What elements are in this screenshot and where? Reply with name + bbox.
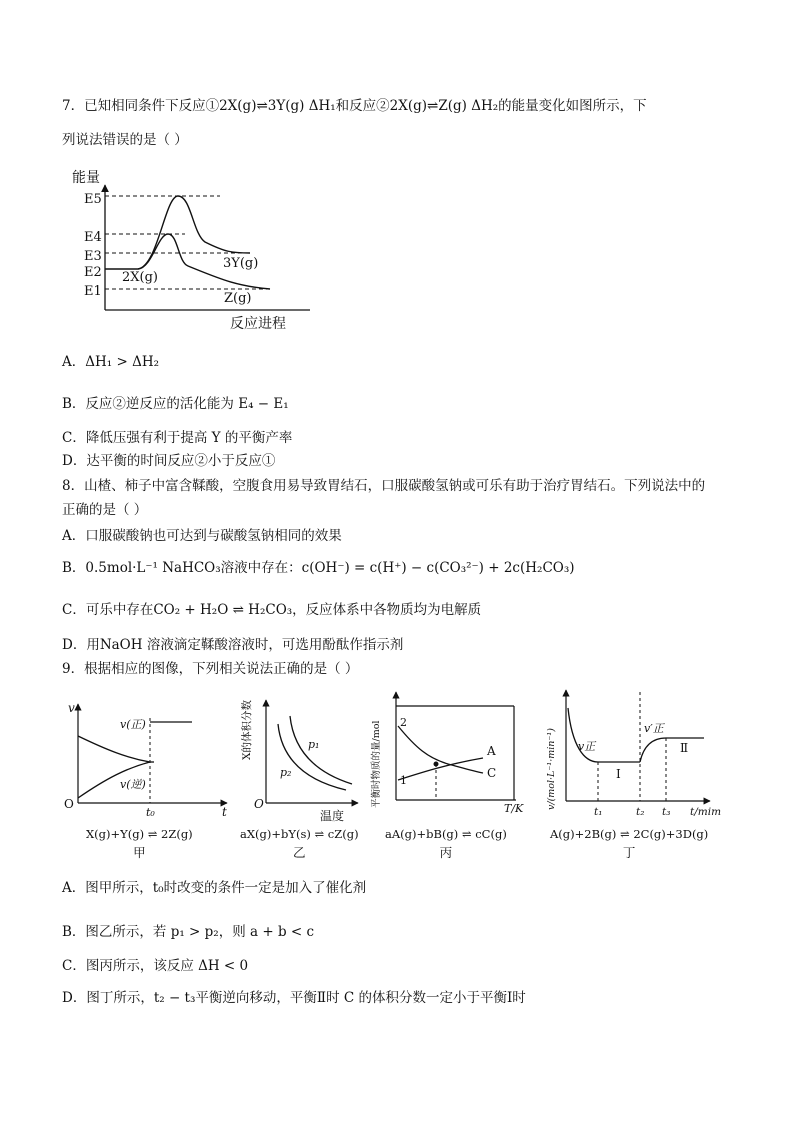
ding-t2-label: t₂: [636, 806, 645, 818]
q8-stem-line2: 正确的是（ ）: [62, 502, 148, 518]
q7-level-e5: E5: [84, 192, 102, 207]
jia-name: 甲: [133, 845, 146, 860]
bing-equation: aA(g)+bB(g) ⇌ cC(g): [385, 827, 507, 841]
q7-x-axis-label: 反应进程: [230, 316, 286, 332]
q9-option-d: D．图丁所示，t₂ − t₃平衡逆向移动，平衡Ⅱ时 C 的体积分数一定小于平衡Ⅰ时: [62, 990, 526, 1006]
q9-figure-bing: [368, 688, 528, 823]
yi-y-label: X的体积分数: [241, 700, 253, 760]
bing-tick-1: 1: [400, 774, 407, 787]
yi-p2-label: p₂: [280, 766, 292, 779]
jia-equation: X(g)+Y(g) ⇌ 2Z(g): [86, 827, 193, 841]
q7-option-b: B．反应②逆反应的活化能为 E₄ − E₁: [62, 396, 289, 412]
q7-option-c: C．降低压强有利于提高 Y 的平衡产率: [62, 430, 293, 446]
bing-label-a: A: [487, 744, 496, 758]
q9-option-c: C．图丙所示，该反应 ΔH < 0: [62, 958, 249, 974]
ding-curve-1: [568, 708, 598, 762]
q8-option-c: C．可乐中存在CO₂ + H₂O ⇌ H₂CO₃，反应体系中各物质均为电解质: [62, 602, 482, 618]
yi-curve-p1: [290, 716, 352, 784]
q7-energy-diagram: [60, 160, 320, 335]
q7-stem-line2: 列说法错误的是（ ）: [62, 132, 188, 148]
q8-option-b: B．0.5mol·L⁻¹ NaHCO₃溶液中存在：c(OH⁻) = c(H⁺) − c(CO₃²⁻) + 2c(H₂CO₃): [62, 560, 575, 576]
ding-caption: [550, 827, 708, 861]
ding-equation: A(g)+2B(g) ⇌ 2C(g)+3D(g): [550, 827, 709, 841]
q9-stem: 9．根据相应的图像，下列相关说法正确的是（ ）: [62, 661, 359, 677]
bing-curve-c: [398, 726, 483, 773]
jia-v-forward-label: v(正): [120, 718, 146, 731]
bing-label-c: C: [487, 766, 497, 780]
yi-curve-p2: [278, 724, 346, 790]
ding-t3-label: t₃: [662, 806, 671, 818]
jia-origin: O: [64, 797, 74, 811]
bing-x-label: T/K: [504, 802, 524, 815]
q7-level-e3: E3: [84, 249, 102, 264]
q9-option-b: B．图乙所示，若 p₁ > p₂，则 a + b < c: [62, 924, 315, 940]
ding-region-1: Ⅰ: [616, 767, 621, 781]
q7-level-e4: E4: [84, 230, 102, 245]
q9-figure-yi: [238, 690, 368, 823]
q8-option-a: A．口服碳酸钠也可达到与碳酸氢钠相同的效果: [62, 528, 342, 544]
ding-region-2: Ⅱ: [680, 741, 689, 755]
q7-level-e2: E2: [84, 265, 102, 280]
ding-y-label: v/(mol·L⁻¹·min⁻¹): [546, 728, 557, 810]
yi-origin: O: [254, 797, 264, 811]
ding-vz2-label: v′正: [644, 722, 664, 735]
q8-stem-line1: 8．山楂、柿子中富含鞣酸，空腹食用易导致胃结石，口服碳酸氢钠或可乐有助于治疗胃结石。下列说法中的: [62, 478, 706, 494]
q9-figure-jia: [62, 698, 237, 823]
yi-equation: aX(g)+bY(s) ⇌ cZ(g): [240, 827, 359, 841]
q9-option-a: A．图甲所示，t₀时改变的条件一定是加入了催化剂: [62, 880, 367, 896]
ding-name: 丁: [622, 845, 636, 860]
jia-v-forward-curve: [78, 736, 150, 762]
jia-v-reverse-label: v(逆): [120, 778, 146, 791]
q7-y-axis-label: 能量: [72, 170, 100, 186]
q9-figure-ding: [540, 686, 732, 823]
q7-option-a: A．ΔH₁ > ΔH₂: [62, 354, 160, 370]
jia-x-label: t: [222, 805, 227, 819]
ding-x-label: t/mim: [690, 806, 722, 818]
yi-caption: [240, 827, 359, 861]
yi-name: 乙: [293, 845, 306, 860]
bing-y-label: 平衡时物质的量/mol: [371, 720, 382, 808]
yi-p1-label: p₁: [308, 738, 320, 751]
q7-label-z: Z(g): [224, 291, 252, 306]
q7-stem-line1: 7．已知相同条件下反应①2X(g)⇌3Y(g) ΔH₁和反应②2X(g)⇌Z(g) ΔH₂的能量变化如图所示，下: [62, 98, 647, 114]
yi-x-label: 温度: [320, 809, 345, 823]
bing-caption: [385, 827, 507, 861]
q8-option-d: D．用NaOH 溶液滴定鞣酸溶液时，可选用酚酞作指示剂: [62, 637, 404, 653]
ding-vz-label: v正: [578, 740, 596, 753]
ding-t1-label: t₁: [594, 806, 603, 818]
q7-level-e1: E1: [84, 284, 102, 299]
q7-label-3y: 3Y(g): [223, 256, 259, 271]
jia-caption: [86, 827, 193, 861]
q7-label-2x: 2X(g): [122, 270, 158, 285]
q7-option-d: D．达平衡的时间反应②小于反应①: [62, 453, 276, 469]
bing-name: 丙: [439, 845, 453, 860]
jia-t0-label: t₀: [146, 806, 155, 819]
bing-tick-2: 2: [400, 716, 407, 729]
ding-curve-2: [640, 738, 666, 762]
jia-y-label: v: [68, 701, 75, 715]
